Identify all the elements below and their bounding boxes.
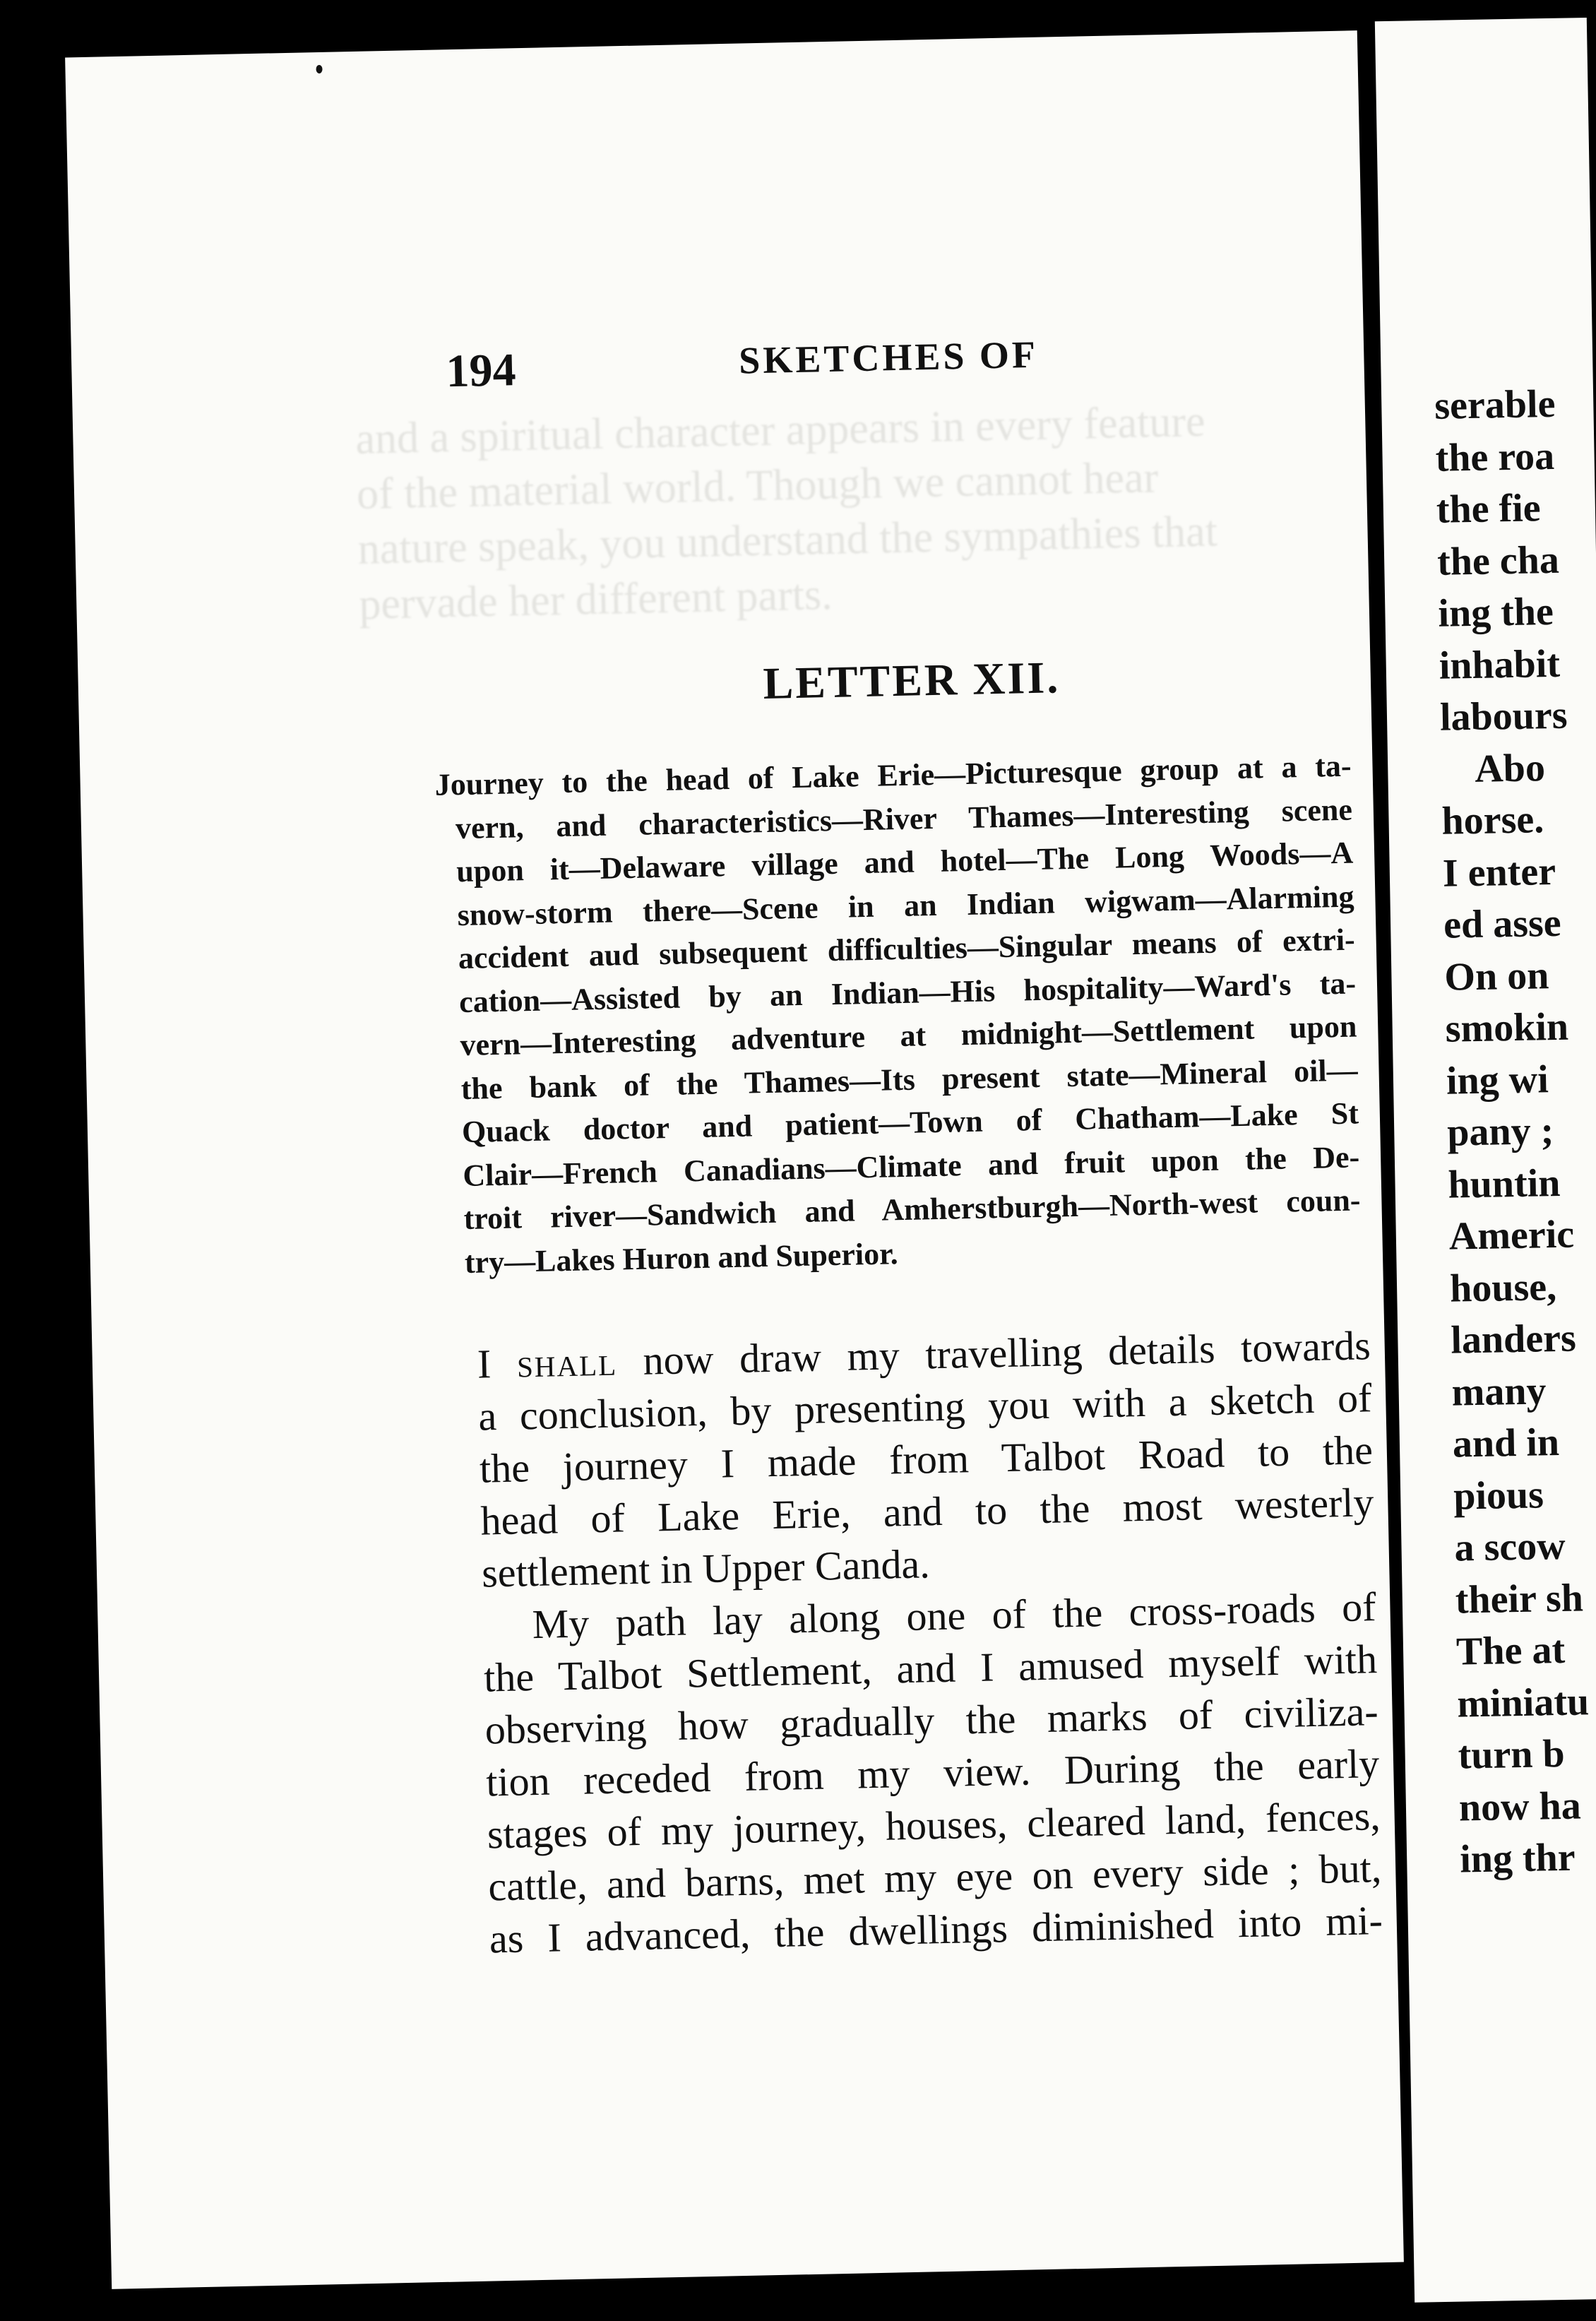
right-line: house, (1449, 1264, 1557, 1311)
right-line: labours (1439, 693, 1568, 740)
show-through-text: and a spiritual character appears in every feature of the material world. Though we cannot hear nature speak, you understand the sympathies that pervade her different parts. (355, 397, 1218, 629)
right-line: and in (1452, 1420, 1560, 1466)
body-line: cattle, and barns, met my eye on every side ; but, (487, 1845, 1382, 1910)
right-line: turn b (1458, 1731, 1566, 1778)
summary-line: Quack doctor and patient—Town of Chatham—Lake St (461, 1096, 1359, 1150)
right-line: On on (1443, 953, 1549, 999)
body-line: tion receded from my view. During the early (485, 1740, 1380, 1805)
right-line: the roa (1435, 434, 1555, 480)
summary-line: upon it—Delaware village and hotel—The Long Woods—A (455, 835, 1354, 889)
right-line: Americ (1448, 1212, 1575, 1259)
right-line: The at (1455, 1627, 1566, 1674)
first-line-rest: now draw my travelling details towards (642, 1322, 1371, 1384)
right-line: ing thr (1459, 1835, 1576, 1882)
right-line: the cha (1436, 538, 1560, 584)
summary-line: vern, and characteristics—River Thames—Interesting scene (455, 792, 1353, 845)
body-line: as I advanced, the dwellings diminished into mi- (489, 1897, 1383, 1962)
right-line: miniatu (1456, 1679, 1590, 1726)
right-line: ed asse (1443, 901, 1562, 947)
right-line: horse. (1441, 797, 1544, 843)
right-line: I enter (1442, 849, 1556, 896)
right-line: serable (1434, 381, 1556, 428)
summary-line: Clair—French Canadians—Climate and fruit upon the De- (462, 1139, 1360, 1193)
chapter-summary (434, 744, 1362, 1284)
summary-line: accident aud subsequent difficulties—Singular means of extri- (458, 922, 1356, 976)
right-line: now ha (1458, 1783, 1582, 1830)
right-line: pany ; (1446, 1109, 1554, 1155)
right-line: inhabit (1439, 641, 1561, 688)
body-line: head of Lake Erie, and to the most westerly (480, 1479, 1375, 1544)
right-line: a scow (1454, 1524, 1566, 1570)
summary-line: snow-storm there—Scene in an Indian wigwam—Alarming (457, 879, 1354, 932)
body-line: My path lay along one of the cross-roads of (532, 1584, 1377, 1648)
summary-line: Journey to the head of Lake Erie—Picturesque group at a ta- (434, 748, 1352, 802)
right-line: Abo (1474, 745, 1546, 791)
body-line: stages of my journey, houses, cleared land, fences, (487, 1793, 1381, 1858)
body-line: a conclusion, by presenting you with a sketch of (477, 1375, 1372, 1440)
summary-line: the bank of the Thames—Its present state—Mineral oil— (460, 1052, 1359, 1106)
body-line: the journey I made from Talbot Road to the (479, 1427, 1374, 1492)
right-line: their sh (1455, 1575, 1584, 1622)
right-page (1375, 18, 1596, 2303)
right-line: landers (1450, 1316, 1577, 1363)
letter-title: LETTER XII. (762, 652, 1061, 708)
summary-line: vern—Interesting adventure at midnight—Settlement upon (460, 1009, 1357, 1063)
body-line: settlement in Upper Canda. (481, 1541, 931, 1596)
page-number: 194 (445, 344, 517, 398)
summary-line: try—Lakes Huron and Superior. (464, 1235, 899, 1280)
right-line: many (1451, 1368, 1547, 1415)
ink-speck (316, 65, 322, 73)
body-line: the Talbot Settlement, and I amused myself with (483, 1636, 1378, 1701)
body-line: observing how gradually the marks of civiliza- (484, 1688, 1379, 1753)
left-page (65, 30, 1404, 2289)
body-text (477, 1319, 1383, 1965)
running-title: SKETCHES OF (738, 333, 1039, 382)
right-line: ing the (1437, 589, 1554, 636)
first-word-initial: I (477, 1341, 492, 1387)
right-line: huntin (1448, 1160, 1561, 1207)
first-word-smallcaps: shall (516, 1338, 618, 1387)
right-line: the fie (1436, 486, 1542, 532)
summary-line: cation—Assisted by an Indian—His hospitality—Ward's ta- (458, 966, 1357, 1019)
page-header (354, 326, 1322, 396)
right-line: smokin (1445, 1004, 1569, 1051)
right-page-text (1434, 379, 1592, 1886)
right-line: pious (1453, 1472, 1544, 1519)
right-line: ing wi (1446, 1057, 1549, 1103)
summary-line: troit river—Sandwich and Amherstburgh—North-west coun- (463, 1182, 1361, 1237)
